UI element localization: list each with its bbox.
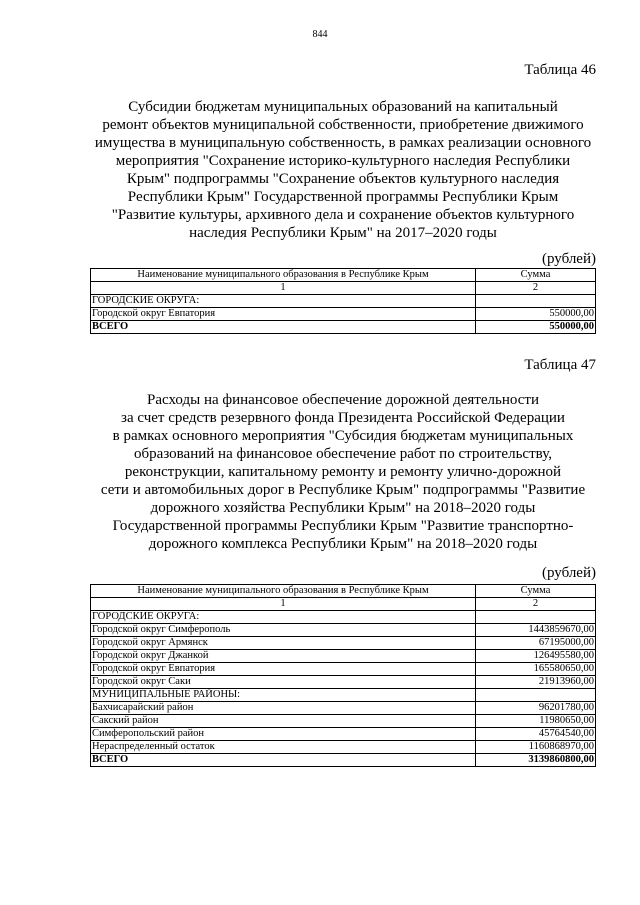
total-amount: 550000,00 bbox=[476, 321, 596, 334]
row-name: Сакский район bbox=[91, 715, 476, 728]
header-name: Наименование муниципального образования в Республике Крым bbox=[91, 585, 476, 598]
table-47-title bbox=[88, 391, 598, 553]
table-47 bbox=[90, 584, 596, 767]
table-row bbox=[91, 702, 596, 715]
title-line: Крым" подпрограммы "Сохранение объектов культурного наследия bbox=[126, 171, 560, 187]
row-amount: 550000,00 bbox=[476, 308, 596, 321]
row-amount: 21913960,00 bbox=[476, 676, 596, 689]
row-amount bbox=[476, 611, 596, 624]
row-name: Городской округ Евпатория bbox=[91, 308, 476, 321]
title-line: сети и автомобильных дорог в Республике Крым" подпрограммы "Развитие bbox=[100, 482, 586, 498]
table-row bbox=[91, 308, 596, 321]
row-amount: 1160868970,00 bbox=[476, 741, 596, 754]
column-number: 1 bbox=[91, 282, 476, 295]
row-amount bbox=[476, 689, 596, 702]
row-name: Городской округ Симферополь bbox=[91, 624, 476, 637]
column-number: 2 bbox=[476, 282, 596, 295]
table-46-units: (рублей) bbox=[541, 251, 596, 267]
row-amount: 67195000,00 bbox=[476, 637, 596, 650]
total-row bbox=[91, 754, 596, 767]
title-line: Субсидии бюджетам муниципальных образований на капитальный bbox=[128, 99, 558, 115]
page-number: 844 bbox=[312, 29, 328, 40]
table-row bbox=[91, 611, 596, 624]
column-number-row bbox=[91, 282, 596, 295]
header-name: Наименование муниципального образования в Республике Крым bbox=[91, 269, 476, 282]
row-amount: 1443859670,00 bbox=[476, 624, 596, 637]
row-name: Городской округ Джанкой bbox=[91, 650, 476, 663]
title-line: мероприятия "Сохранение историко-культурного наследия Республики bbox=[115, 153, 571, 169]
table-row bbox=[91, 663, 596, 676]
title-line: "Развитие культуры, архивного дела и сохранение объектов культурного bbox=[111, 207, 575, 223]
table-row bbox=[91, 676, 596, 689]
table-row bbox=[91, 741, 596, 754]
title-line: имущества в муниципальную собственность, в рамках реализации основного bbox=[94, 135, 592, 151]
row-amount: 126495580,00 bbox=[476, 650, 596, 663]
table-46 bbox=[90, 268, 596, 334]
total-label: ВСЕГО bbox=[91, 754, 476, 767]
title-line: Государственной программы Республики Крым "Развитие транспортно- bbox=[112, 518, 574, 534]
title-line: наследия Республики Крым" на 2017–2020 годы bbox=[189, 225, 497, 241]
table-47-units: (рублей) bbox=[541, 565, 596, 581]
title-line: Расходы на финансовое обеспечение дорожной деятельности bbox=[147, 392, 539, 408]
title-line: за счет средств резервного фонда Президента Российской Федерации bbox=[121, 410, 565, 426]
row-name: ГОРОДСКИЕ ОКРУГА: bbox=[91, 611, 476, 624]
row-name: Симферопольский район bbox=[91, 728, 476, 741]
row-name: Городской округ Армянск bbox=[91, 637, 476, 650]
table-row bbox=[91, 295, 596, 308]
title-line: Республики Крым" Государственной программы Республики Крым bbox=[127, 189, 559, 205]
title-line: реконструкции, капитальному ремонту и ремонту улично-дорожной bbox=[124, 464, 562, 480]
row-amount: 165580650,00 bbox=[476, 663, 596, 676]
table-46-title bbox=[88, 98, 598, 242]
table-row bbox=[91, 715, 596, 728]
title-line: образований на финансовое обеспечение работ по строительству, bbox=[134, 446, 552, 462]
row-name: Нераспределенный остаток bbox=[91, 741, 476, 754]
title-line: дорожного комплекса Республики Крым" на 2018–2020 годы bbox=[148, 536, 538, 552]
header-amount: Сумма bbox=[476, 585, 596, 598]
row-name: ГОРОДСКИЕ ОКРУГА: bbox=[91, 295, 476, 308]
table-row bbox=[91, 728, 596, 741]
column-number: 2 bbox=[476, 598, 596, 611]
row-amount: 45764540,00 bbox=[476, 728, 596, 741]
header-amount: Сумма bbox=[476, 269, 596, 282]
total-amount: 3139860800,00 bbox=[476, 754, 596, 767]
title-line: дорожного хозяйства Республики Крым" на 2018–2020 годы bbox=[150, 500, 536, 516]
header-row bbox=[91, 269, 596, 282]
row-name: МУНИЦИПАЛЬНЫЕ РАЙОНЫ: bbox=[91, 689, 476, 702]
row-amount bbox=[476, 295, 596, 308]
row-name: Городской округ Саки bbox=[91, 676, 476, 689]
table-46-label: Таблица 46 bbox=[524, 62, 596, 78]
column-number: 1 bbox=[91, 598, 476, 611]
table-row bbox=[91, 637, 596, 650]
table-row bbox=[91, 689, 596, 702]
row-name: Бахчисарайский район bbox=[91, 702, 476, 715]
title-line: в рамках основного мероприятия "Субсидия бюджетам муниципальных bbox=[112, 428, 574, 444]
row-amount: 11980650,00 bbox=[476, 715, 596, 728]
table-row bbox=[91, 624, 596, 637]
total-label: ВСЕГО bbox=[91, 321, 476, 334]
header-row bbox=[91, 585, 596, 598]
title-line: ремонт объектов муниципальной собственности, приобретение движимого bbox=[102, 117, 584, 133]
row-amount: 96201780,00 bbox=[476, 702, 596, 715]
table-47-label: Таблица 47 bbox=[524, 357, 596, 373]
column-number-row bbox=[91, 598, 596, 611]
total-row bbox=[91, 321, 596, 334]
row-name: Городской округ Евпатория bbox=[91, 663, 476, 676]
table-row bbox=[91, 650, 596, 663]
